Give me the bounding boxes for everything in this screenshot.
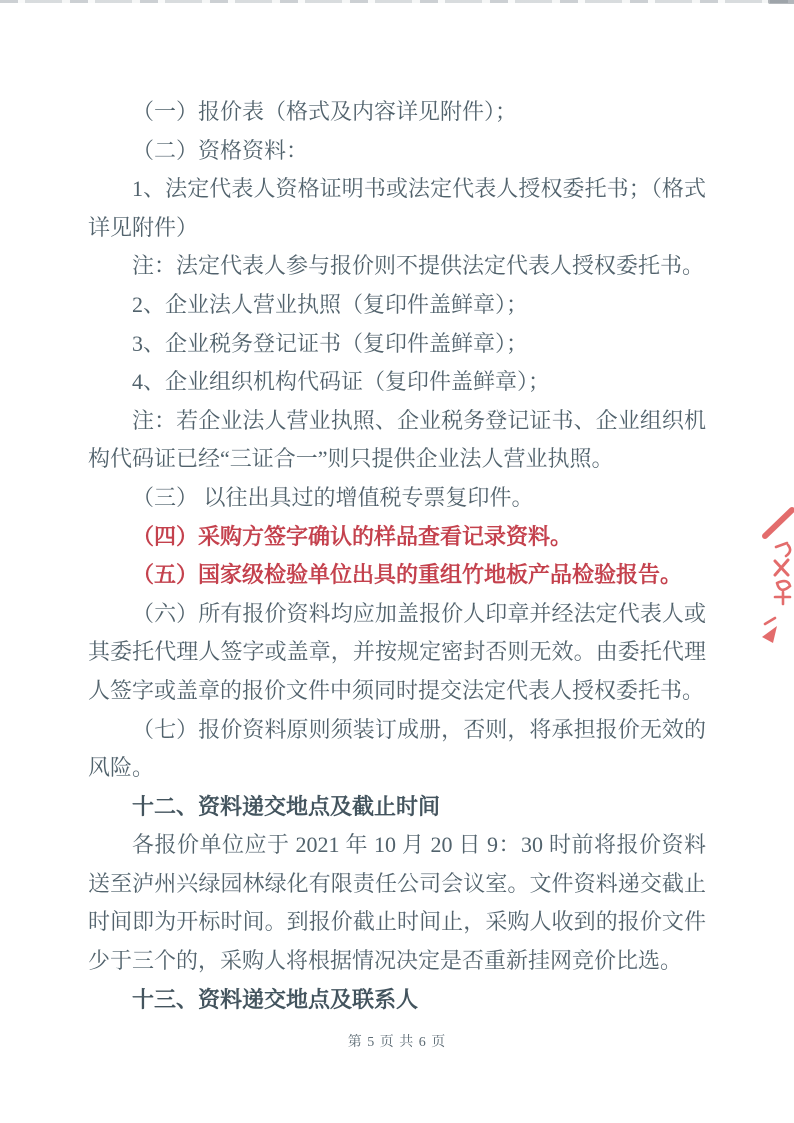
document-paragraph: 2、企业法人营业执照（复印件盖鲜章）； xyxy=(132,291,529,317)
red-emphasis-paragraph: （四）采购方签字确认的样品查看记录资料。 xyxy=(132,523,573,549)
document-paragraph: 各报价单位应于 2021 年 10 月 20 日 9：30 时前将报价资料送至泸州兴绿园林绿化有限责任公司会议室。文件资料递交截止时间即为开标时间。到报价截止时间止，采购人收到的报价文件少于三个的，采购人将根据情况决定是否重新挂网竞价比选。 xyxy=(88,832,706,974)
red-emphasis-paragraph: （五）国家级检验单位出具的重组竹地板产品检验报告。 xyxy=(132,562,683,588)
document-paragraph: （一）报价表（格式及内容详见附件）； xyxy=(132,99,518,124)
section-heading: 十二、资料递交地点及截止时间 xyxy=(132,793,441,819)
document-paragraph: （二）资格资料： xyxy=(132,137,309,163)
document-paragraph: 注：若企业法人营业执照、企业税务登记证书、企业组织机构代码证已经“三证合一”则只提供企业法人营业执照。 xyxy=(88,407,706,472)
section-heading: 十三、资料递交地点及联系人 xyxy=(132,986,419,1012)
document-paragraph: 4、企业组织机构代码证（复印件盖鲜章）； xyxy=(132,369,551,395)
document-paragraph: （三） 以往出具过的增值税专票复印件。 xyxy=(132,484,534,510)
document-paragraph: （六）所有报价资料均应加盖报价人印章并经法定代表人或其委托代理人签字或盖章，并按规定密封否则无效。由委托代理人签字或盖章的报价文件中须同时提交法定代表人授权委托书。 xyxy=(88,600,706,703)
red-ink-stamp-mark xyxy=(752,505,794,657)
document-paragraph: 1、法定代表人资格证明书或法定代表人授权委托书；（格式详见附件） xyxy=(88,176,706,240)
page-number-footer: 第 5 页 共 6 页 xyxy=(347,1035,447,1050)
document-paragraph: 注：法定代表人参与报价则不提供法定代表人授权委托书。 xyxy=(132,253,705,279)
document-paragraph: 3、企业税务登记证书（复印件盖鲜章）； xyxy=(132,330,529,356)
document-paragraph: （七）报价资料原则须装订成册，否则，将承担报价无效的风险。 xyxy=(88,716,706,781)
